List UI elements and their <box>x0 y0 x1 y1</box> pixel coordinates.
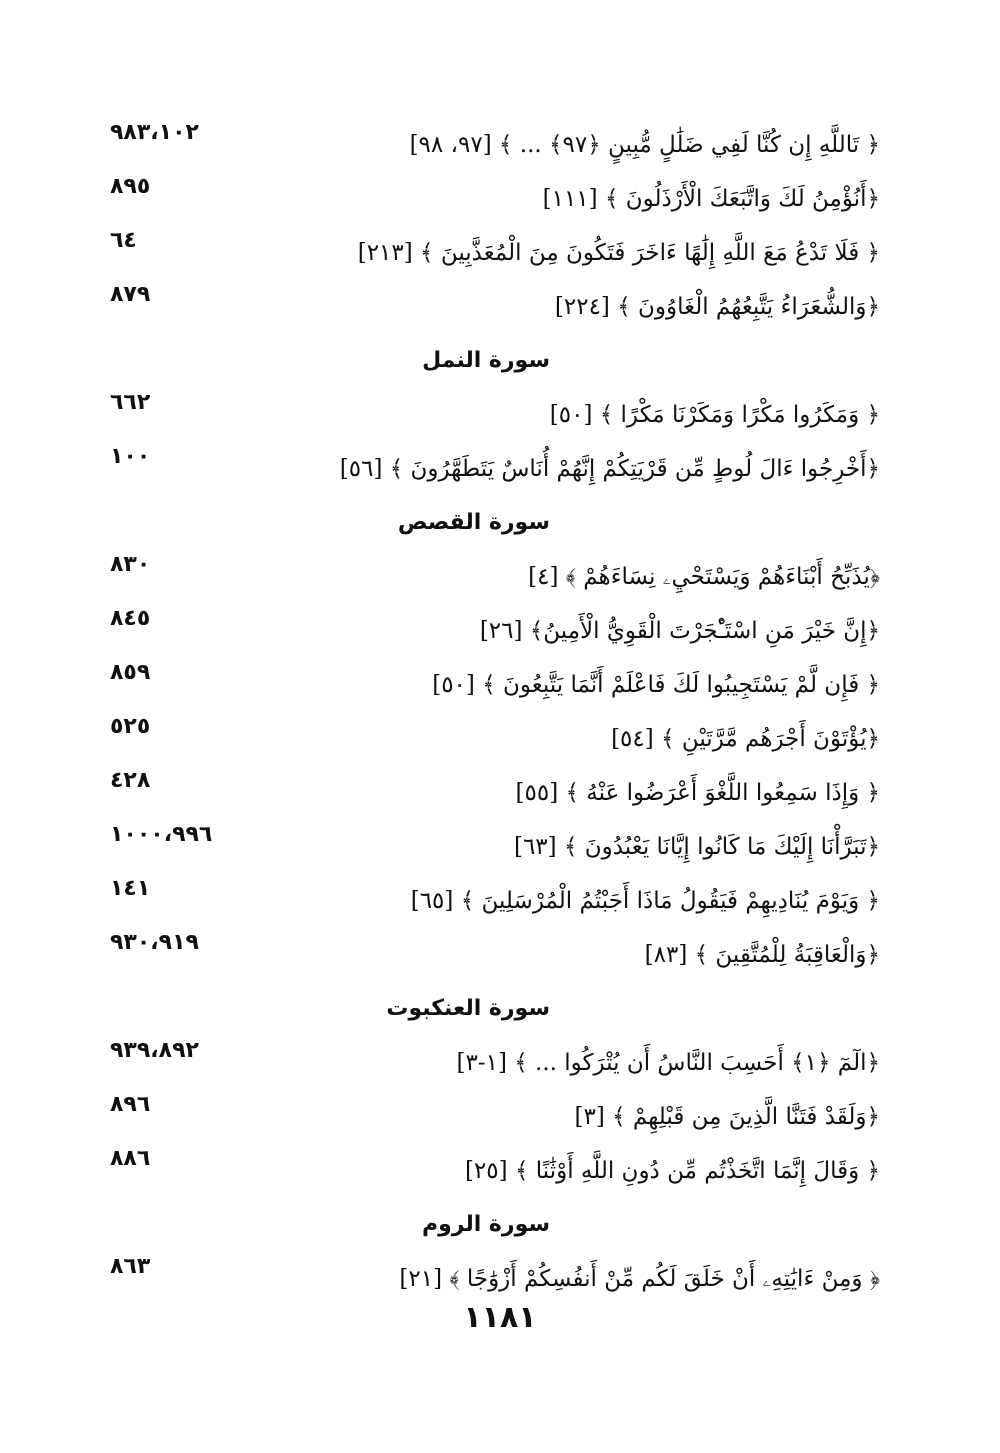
index-entry <box>110 1144 880 1198</box>
index-entry <box>110 712 880 766</box>
verse-text: ﴿الٓمٓ ﴿١﴾ أَحَسِبَ النَّاسُ أَن يُتْرَكُوا ... ﴾ [١-٣] <box>456 1050 880 1076</box>
verse-text: ﴿يُؤْتَوْنَ أَجْرَهُم مَّرَّتَيْنِ ﴾ [٥٤] <box>611 726 880 752</box>
page-references: ٨٦٣ <box>110 1254 151 1279</box>
index-entry <box>110 388 880 442</box>
page-references: ٩٣٩،٨٩٢ <box>110 1038 199 1063</box>
verse-text: ﴿أَخْرِجُوا ءَالَ لُوطٍ مِّن قَرْيَتِكُمْ إِنَّهُمْ أُنَاسٌ يَتَطَهَّرُونَ ﴾ [٥٦] <box>339 456 880 482</box>
index-entry <box>110 820 880 874</box>
verse-text: ﴿ وَمِنْ ءَايَٰتِهِۦ أَنْ خَلَقَ لَكُم مِّنْ أَنفُسِكُمْ أَزْوَٰجًا ﴾ [٢١] <box>399 1266 880 1292</box>
page-references: ٥٢٥ <box>110 714 151 739</box>
surah-heading: سورة القصص <box>397 510 550 535</box>
page-number: ١١٨١ <box>463 1300 537 1335</box>
page-references: ٨٣٠ <box>110 552 151 577</box>
index-entry <box>110 1252 880 1306</box>
page-references: ٨٤٥ <box>110 606 151 631</box>
verse-text: ﴿أَنُؤْمِنُ لَكَ وَاتَّبَعَكَ الْأَرْذَلُونَ ﴾ [١١١] <box>542 186 880 212</box>
page-references: ٩٨٣،١٠٢ <box>110 120 199 145</box>
index-entry <box>110 1036 880 1090</box>
verse-text: ﴿وَلَقَدْ فَتَنَّا الَّذِينَ مِن قَبْلِهِمْ ﴾ [٣] <box>574 1104 880 1130</box>
page-references: ١٠٠ <box>110 444 151 469</box>
verse-text: ﴿يُذَبِّحُ أَبْنَاءَهُمْ وَيَسْتَحْيِۦ نِسَاءَهُمْ ﴾ [٤] <box>528 564 880 590</box>
index-entry <box>110 226 880 280</box>
verse-text: ﴿إِنَّ خَيْرَ مَنِ اسْتَـْٔجَرْتَ الْقَوِيُّ الْأَمِينُ﴾ [٢٦] <box>479 618 880 644</box>
index-entry <box>110 874 880 928</box>
page-references: ٦٦٢ <box>110 390 151 415</box>
index-entry <box>110 766 880 820</box>
page-references: ٩٣٠،٩١٩ <box>110 930 199 955</box>
page-references: ٨٧٩ <box>110 282 151 307</box>
page-references: ٨٩٦ <box>110 1092 151 1117</box>
surah-heading: سورة النمل <box>422 348 550 373</box>
page-references: ٤٢٨ <box>110 768 151 793</box>
verse-text: ﴿ وَيَوْمَ يُنَادِيهِمْ فَيَقُولُ مَاذَا أَجَبْتُمُ الْمُرْسَلِينَ ﴾ [٦٥] <box>410 888 880 914</box>
verse-text: ﴿ تَاللَّهِ إِن كُنَّا لَفِي ضَلَٰلٍ مُّبِينٍ ﴿٩٧﴾ ... ﴾ [٩٧، ٩٨] <box>409 132 880 158</box>
page-references: ٨٥٩ <box>110 660 151 685</box>
index-entry <box>110 928 880 982</box>
index-entry <box>110 172 880 226</box>
surah-heading: سورة العنكبوت <box>386 996 550 1021</box>
page-references: ٨٨٦ <box>110 1146 151 1171</box>
index-entry <box>110 442 880 496</box>
verse-text: ﴿وَالْعَاقِبَةُ لِلْمُتَّقِينَ ﴾ [٨٣] <box>644 942 880 968</box>
page-references: ٨٩٥ <box>110 174 151 199</box>
index-entry <box>110 118 880 172</box>
page-references: ٦٤ <box>110 228 137 253</box>
verse-text: ﴿ فَإِن لَّمْ يَسْتَجِيبُوا لَكَ فَاعْلَمْ أَنَّمَا يَتَّبِعُونَ ﴾ [٥٠] <box>432 672 880 698</box>
verse-text: ﴿ وَمَكَرُوا مَكْرًا وَمَكَرْنَا مَكْرًا ﴾ [٥٠] <box>549 402 880 428</box>
index-entry <box>110 280 880 334</box>
page-references: ١٠٠٠،٩٩٦ <box>110 822 213 847</box>
surah-heading: سورة الروم <box>421 1212 550 1237</box>
index-entry <box>110 1090 880 1144</box>
index-entry <box>110 604 880 658</box>
verse-index <box>110 118 880 1306</box>
verse-text: ﴿تَبَرَّأْنَا إِلَيْكَ مَا كَانُوا إِيَّانَا يَعْبُدُونَ ﴾ [٦٣] <box>513 834 880 860</box>
verse-text: ﴿ وَقَالَ إِنَّمَا اتَّخَذْتُم مِّن دُونِ اللَّهِ أَوْثَٰنًا ﴾ [٢٥] <box>464 1158 880 1184</box>
verse-text: ﴿وَالشُّعَرَاءُ يَتَّبِعُهُمُ الْغَاوُونَ ﴾ [٢٢٤] <box>554 294 880 320</box>
index-entry <box>110 550 880 604</box>
page-references: ١٤١ <box>110 876 151 901</box>
verse-text: ﴿ وَإِذَا سَمِعُوا اللَّغْوَ أَعْرَضُوا عَنْهُ ﴾ [٥٥] <box>515 780 880 806</box>
verse-text: ﴿ فَلَا تَدْعُ مَعَ اللَّهِ إِلَٰهًا ءَاخَرَ فَتَكُونَ مِنَ الْمُعَذَّبِينَ ﴾ [٢١٣] <box>357 240 880 266</box>
index-entry <box>110 658 880 712</box>
